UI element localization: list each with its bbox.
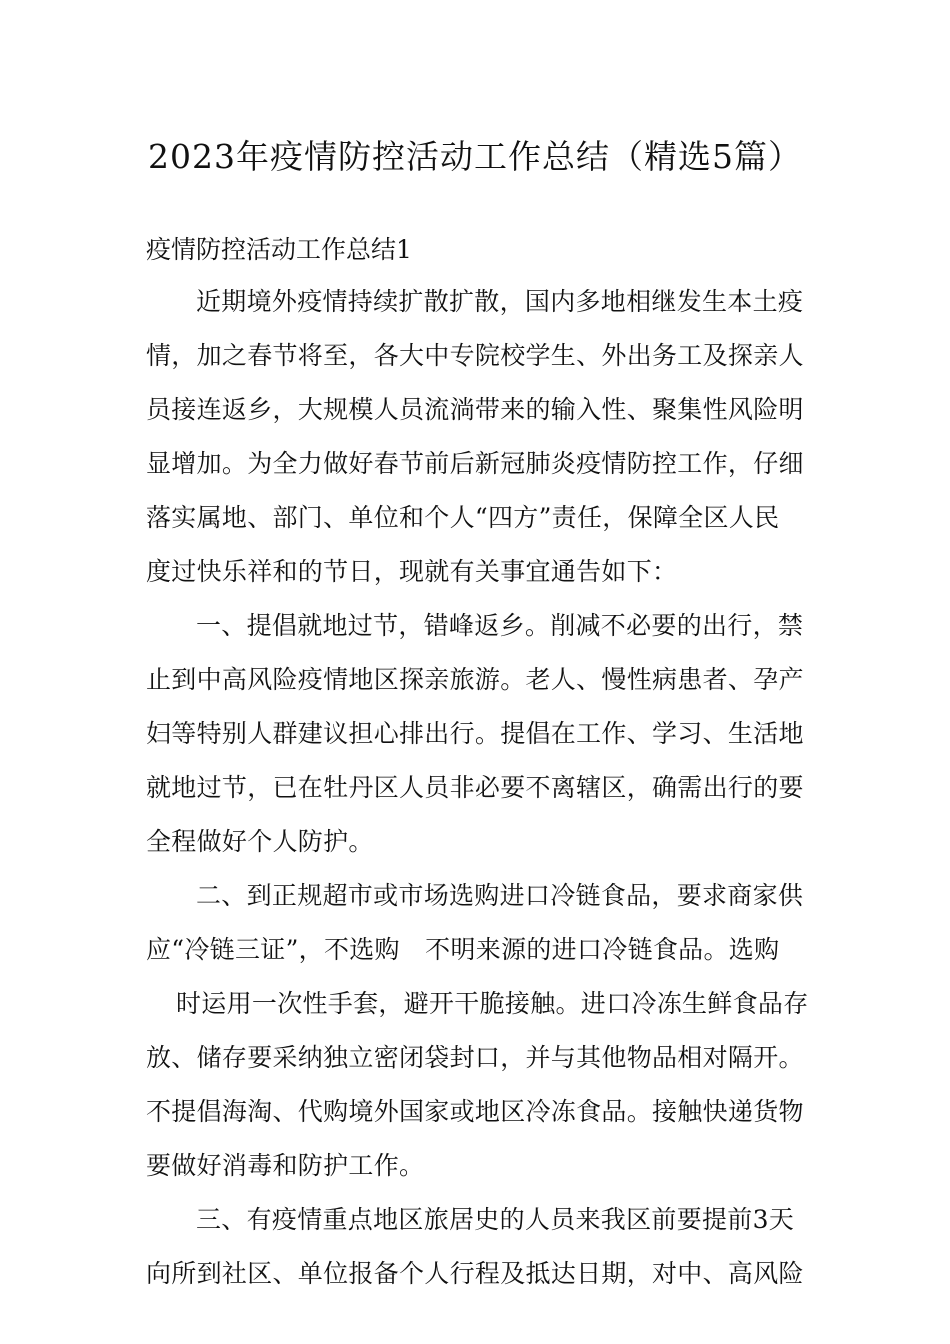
body-line: 就地过节，已在牡丹区人员非必要不离辖区，确需出行的要: [146, 773, 804, 802]
body-line: 时运用一次性手套，避开干脆接触。进口冷冻生鲜食品存: [176, 989, 809, 1018]
body-line: 二、到正规超市或市场选购进口冷链食品，要求商家供: [196, 881, 804, 910]
body-line: 度过快乐祥和的节日，现就有关事宜通告如下：: [146, 557, 678, 586]
body-line: 显增加。为全力做好春节前后新冠肺炎疫情防控工作，仔细: [146, 449, 804, 478]
body-line: 三、有疫情重点地区旅居史的人员来我区前要提前3天: [196, 1205, 795, 1234]
body-line: 一、提倡就地过节，错峰返乡。削减不必要的出行，禁: [196, 611, 804, 640]
body-line: 情，加之春节将至，各大中专院校学生、外出务工及探亲人: [146, 341, 804, 370]
body-line: 止到中高风险疫情地区探亲旅游。老人、慢性病患者、孕产: [146, 665, 804, 694]
body-line: 落实属地、部门、单位和个人“四方”责任，保障全区人民: [146, 503, 780, 532]
body-line: 全程做好个人防护。: [146, 827, 374, 856]
body-line: 要做好消毒和防护工作。: [146, 1151, 425, 1180]
document-title: 2023年疫情防控活动工作总结（精选5篇）: [148, 137, 802, 176]
body-line: 放、储存要采纳独立密闭袋封口，并与其他物品相对隔开。: [146, 1043, 804, 1072]
body-line: 向所到社区、单位报备个人行程及抵达日期，对中、高风险: [146, 1259, 804, 1288]
body-line: 应“冷链三证”，不选购 不明来源的进口冷链食品。选购: [146, 935, 780, 964]
body-line: 员接连返乡，大规模人员流淌带来的输入性、聚集性风险明: [146, 395, 804, 424]
body-line: 近期境外疫情持续扩散扩散，国内多地相继发生本土疫: [196, 287, 804, 316]
body-line: 妇等特别人群建议担心排出行。提倡在工作、学习、生活地: [146, 719, 804, 748]
section-heading: 疫情防控活动工作总结1: [146, 235, 412, 264]
body-line: 不提倡海淘、代购境外国家或地区冷冻食品。接触快递货物: [146, 1097, 804, 1126]
